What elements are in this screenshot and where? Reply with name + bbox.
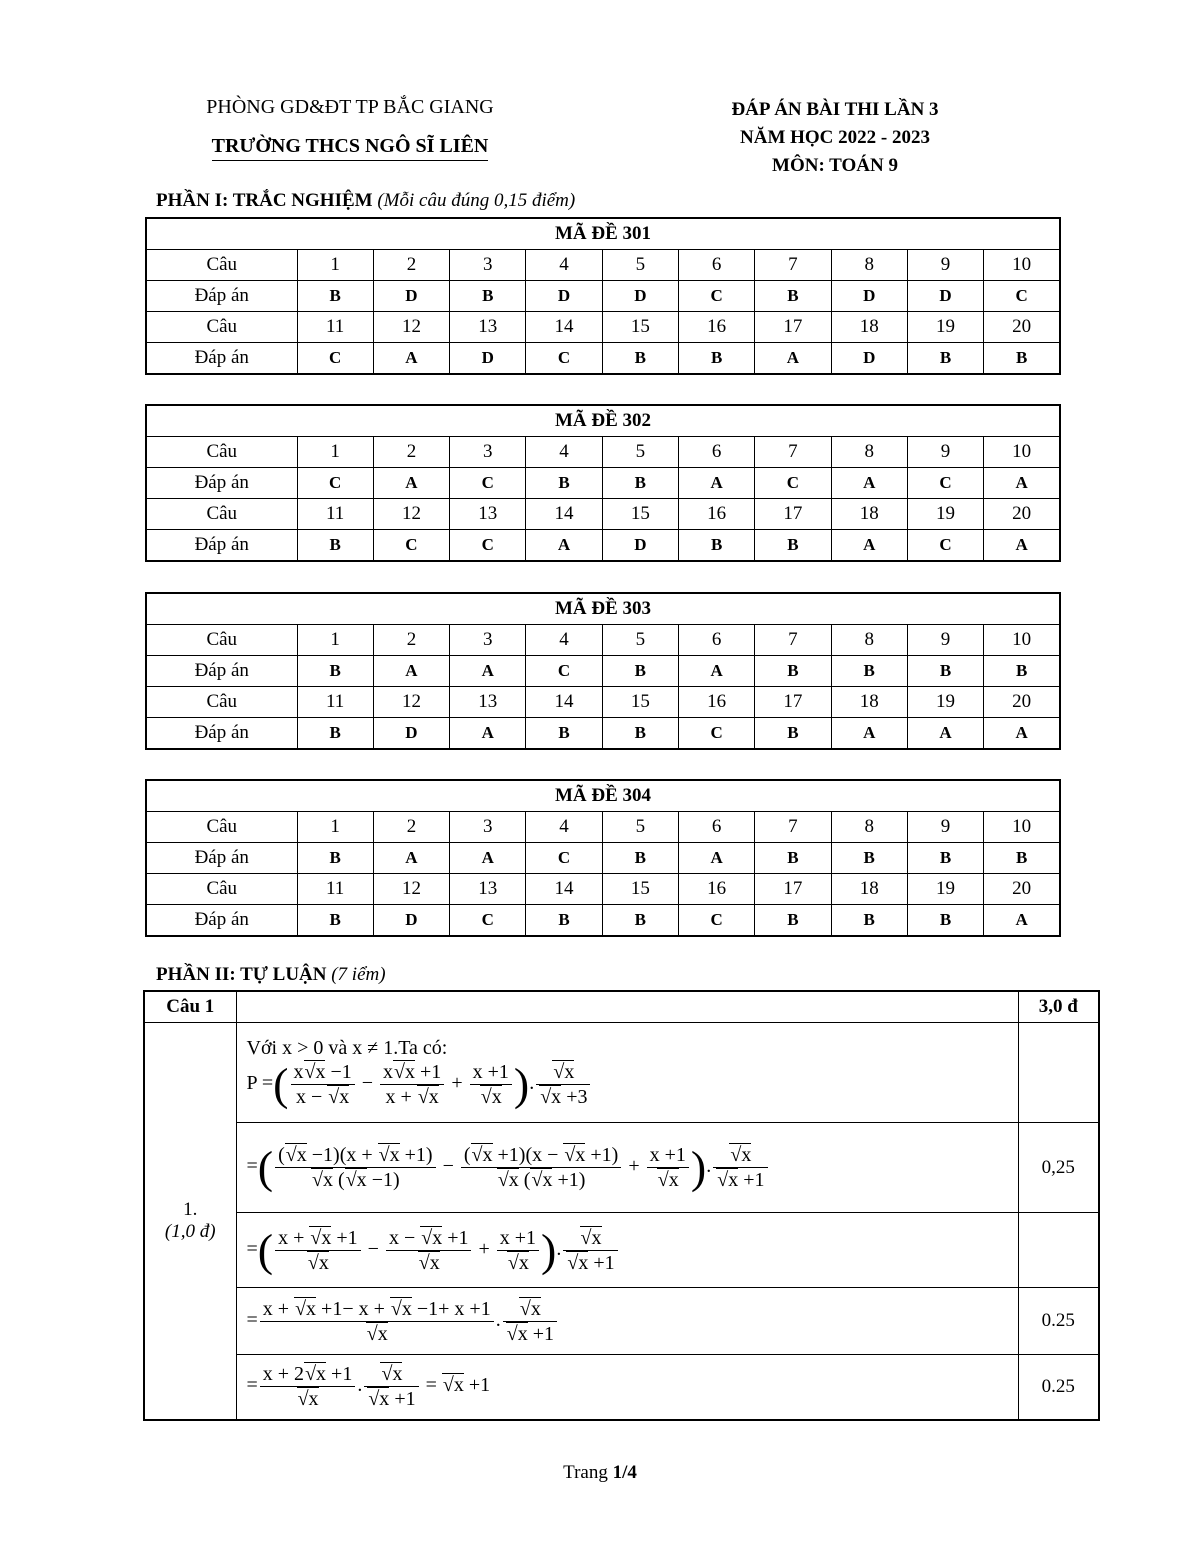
answer-cell: B — [984, 843, 1060, 874]
question-number: 3 — [450, 625, 526, 656]
answer-cell: B — [526, 468, 602, 499]
question-number: 10 — [984, 812, 1060, 843]
page-number: 1/4 — [612, 1462, 637, 1483]
answer-cell: C — [526, 343, 602, 375]
question-number: 11 — [297, 874, 373, 905]
question-number: 1 — [297, 812, 373, 843]
question-row — [146, 625, 1060, 656]
question-number: 13 — [450, 687, 526, 718]
answer-table-302 — [145, 404, 1061, 562]
essay-item-cell — [144, 1023, 236, 1420]
answer-cell: B — [450, 281, 526, 312]
question-number: 7 — [755, 625, 831, 656]
essay-total-points: 3,0 đ — [1018, 991, 1099, 1023]
row-label: Đáp án — [146, 843, 297, 874]
row-label: Đáp án — [146, 656, 297, 687]
question-number: 6 — [678, 250, 754, 281]
answer-cell: D — [373, 718, 449, 750]
answer-cell: B — [297, 843, 373, 874]
question-number: 19 — [907, 312, 983, 343]
question-number: 14 — [526, 687, 602, 718]
row-label: Đáp án — [146, 530, 297, 562]
answer-cell: A — [373, 468, 449, 499]
question-number: 9 — [907, 812, 983, 843]
question-number: 15 — [602, 312, 678, 343]
question-number: 10 — [984, 437, 1060, 468]
row-label: Câu — [146, 312, 297, 343]
question-number: 5 — [602, 812, 678, 843]
question-number: 13 — [450, 874, 526, 905]
answer-cell: C — [526, 843, 602, 874]
question-row — [146, 312, 1060, 343]
department-name: PHÒNG GD&ĐT TP BẮC GIANG — [206, 96, 494, 118]
row-label: Câu — [146, 687, 297, 718]
row-label: Đáp án — [146, 718, 297, 750]
answer-cell: A — [450, 718, 526, 750]
answer-row — [146, 656, 1060, 687]
row-label: Đáp án — [146, 468, 297, 499]
answer-cell: B — [602, 343, 678, 375]
row-label: Đáp án — [146, 281, 297, 312]
answer-cell: C — [678, 905, 754, 937]
question-number: 10 — [984, 625, 1060, 656]
question-number: 5 — [602, 250, 678, 281]
question-number: 17 — [755, 312, 831, 343]
question-number: 20 — [984, 687, 1060, 718]
answer-cell: A — [450, 843, 526, 874]
question-number: 7 — [755, 812, 831, 843]
answer-cell: C — [373, 530, 449, 562]
answer-cell: D — [373, 905, 449, 937]
page-footer: Trang 1/4 — [563, 1462, 637, 1483]
answer-cell: D — [373, 281, 449, 312]
answer-cell: A — [678, 656, 754, 687]
header-right — [680, 96, 990, 180]
question-number: 15 — [602, 874, 678, 905]
question-number: 6 — [678, 812, 754, 843]
row-label: Câu — [146, 250, 297, 281]
question-number: 4 — [526, 812, 602, 843]
answer-row — [146, 905, 1060, 937]
answer-cell: C — [297, 343, 373, 375]
answer-row — [146, 343, 1060, 375]
answer-table-301 — [145, 217, 1061, 375]
step-1: Với x > 0 và x ≠ 1.Ta có: P =( $\frac{x√x -1}{x - √x}$ − $\frac{x√x +1}{x + √x}$ + $\frac{x +1}{√x}$ ). $\frac{√x}{√x +3}$ — [236, 1023, 1018, 1123]
subject: MÔN: TOÁN 9 — [772, 155, 898, 176]
answer-cell: A — [831, 718, 907, 750]
question-number: 9 — [907, 437, 983, 468]
question-number: 4 — [526, 250, 602, 281]
answer-cell: B — [602, 468, 678, 499]
question-number: 15 — [602, 499, 678, 530]
question-number: 1 — [297, 437, 373, 468]
answer-cell: D — [602, 281, 678, 312]
answer-cell: B — [755, 656, 831, 687]
question-number: 2 — [373, 250, 449, 281]
answer-cell: B — [755, 530, 831, 562]
question-number: 20 — [984, 874, 1060, 905]
answer-table-303 — [145, 592, 1061, 750]
answer-cell: B — [297, 656, 373, 687]
step-2: =( $\frac{(√x -1)(x + √x +1)}{√x (√x -1)}$ − $\frac{(√x +1)(x - √x +1)}{√x (√x +1)}$ + $\frac{x +1}{√x}$ ). $\frac{√x}{√x +1}$ — [236, 1123, 1018, 1213]
answer-cell: C — [297, 468, 373, 499]
question-number: 7 — [755, 250, 831, 281]
answer-cell: C — [907, 530, 983, 562]
step-2-points: 0,25 — [1018, 1123, 1099, 1213]
doc-title: ĐÁP ÁN BÀI THI LẦN 3 — [731, 99, 939, 120]
step-1-points — [1018, 1023, 1099, 1123]
question-number: 14 — [526, 312, 602, 343]
question-row — [146, 437, 1060, 468]
question-row — [146, 874, 1060, 905]
question-number: 12 — [373, 687, 449, 718]
exam-code: MÃ ĐỀ 302 — [146, 405, 1060, 437]
answer-cell: A — [755, 343, 831, 375]
answer-cell: C — [678, 281, 754, 312]
question-number: 15 — [602, 687, 678, 718]
step-5-points: 0.25 — [1018, 1355, 1099, 1420]
answer-row — [146, 530, 1060, 562]
question-number: 12 — [373, 312, 449, 343]
question-number: 16 — [678, 687, 754, 718]
answer-cell: A — [373, 843, 449, 874]
answer-cell: A — [831, 468, 907, 499]
row-label: Câu — [146, 499, 297, 530]
step-3-points — [1018, 1213, 1099, 1288]
answer-cell: B — [984, 656, 1060, 687]
answer-cell: B — [984, 343, 1060, 375]
question-number: 8 — [831, 250, 907, 281]
question-number: 1 — [297, 625, 373, 656]
question-number: 2 — [373, 625, 449, 656]
answer-cell: B — [297, 718, 373, 750]
answer-cell: B — [678, 530, 754, 562]
answer-cell: D — [831, 343, 907, 375]
question-number: 14 — [526, 874, 602, 905]
part2-note: (7 iểm) — [331, 964, 386, 985]
question-number: 4 — [526, 625, 602, 656]
answer-row — [146, 843, 1060, 874]
question-number: 17 — [755, 874, 831, 905]
answer-cell: A — [984, 468, 1060, 499]
answer-cell: A — [373, 343, 449, 375]
answer-cell: B — [831, 656, 907, 687]
question-number: 11 — [297, 687, 373, 718]
answer-cell: D — [602, 530, 678, 562]
answer-row — [146, 718, 1060, 750]
header-left — [150, 96, 550, 161]
answer-cell: C — [450, 468, 526, 499]
answer-cell: B — [602, 656, 678, 687]
essay-item-points: (1,0 đ) — [164, 1220, 216, 1242]
answer-cell: D — [450, 343, 526, 375]
question-number: 9 — [907, 625, 983, 656]
question-number: 5 — [602, 625, 678, 656]
part1-note: (Mỗi câu đúng 0,15 điểm) — [377, 190, 576, 211]
row-label: Đáp án — [146, 905, 297, 937]
answer-cell: B — [907, 343, 983, 375]
answer-cell: C — [526, 656, 602, 687]
row-label: Câu — [146, 437, 297, 468]
answer-row — [146, 281, 1060, 312]
answer-cell: B — [831, 905, 907, 937]
answer-cell: C — [755, 468, 831, 499]
question-number: 17 — [755, 499, 831, 530]
answer-cell: C — [678, 718, 754, 750]
answer-cell: A — [984, 530, 1060, 562]
row-label: Câu — [146, 625, 297, 656]
exam-code: MÃ ĐỀ 301 — [146, 218, 1060, 250]
answer-cell: B — [755, 905, 831, 937]
answer-cell: B — [602, 905, 678, 937]
answer-table-304 — [145, 779, 1061, 937]
answer-cell: B — [297, 905, 373, 937]
question-number: 18 — [831, 499, 907, 530]
answer-cell: C — [907, 468, 983, 499]
question-row — [146, 250, 1060, 281]
question-number: 12 — [373, 499, 449, 530]
question-number: 3 — [450, 437, 526, 468]
answer-cell: B — [678, 343, 754, 375]
question-number: 19 — [907, 874, 983, 905]
step-4: = $\frac{x + √x +1- x + √x -1+ x +1}{√x}$ . $\frac{√x}{√x +1}$ — [236, 1288, 1018, 1355]
answer-cell: D — [907, 281, 983, 312]
answer-cell: B — [907, 656, 983, 687]
step-4-points: 0.25 — [1018, 1288, 1099, 1355]
part2-title: PHẦN II: TỰ LUẬN (7 iểm) — [156, 964, 386, 985]
essay-table — [143, 990, 1100, 1421]
question-number: 8 — [831, 437, 907, 468]
answer-cell: A — [450, 656, 526, 687]
answer-cell: A — [984, 905, 1060, 937]
school-year: NĂM HỌC 2022 - 2023 — [740, 127, 930, 148]
answer-cell: B — [602, 843, 678, 874]
row-label: Đáp án — [146, 343, 297, 375]
step-3: =( $\frac{x + √x +1}{√x}$ − $\frac{x - √x +1}{√x}$ + $\frac{x +1}{√x}$ ). $\frac{√x}{√x +1}$ — [236, 1213, 1018, 1288]
answer-cell: B — [831, 843, 907, 874]
question-number: 14 — [526, 499, 602, 530]
question-number: 16 — [678, 874, 754, 905]
question-number: 5 — [602, 437, 678, 468]
answer-cell: A — [373, 656, 449, 687]
answer-cell: D — [831, 281, 907, 312]
question-number: 16 — [678, 312, 754, 343]
question-number: 16 — [678, 499, 754, 530]
answer-cell: B — [297, 530, 373, 562]
question-number: 13 — [450, 312, 526, 343]
question-number: 6 — [678, 437, 754, 468]
answer-cell: B — [297, 281, 373, 312]
question-number: 3 — [450, 812, 526, 843]
part1-title: PHẦN I: TRẮC NGHIỆM (Mỗi câu đúng 0,15 điểm) — [156, 190, 576, 211]
answer-cell: C — [450, 905, 526, 937]
question-number: 2 — [373, 437, 449, 468]
answer-cell: D — [526, 281, 602, 312]
school-name: TRƯỜNG THCS NGÔ SĨ LIÊN — [212, 135, 489, 161]
answer-cell: B — [755, 718, 831, 750]
essay-item-number: 1. — [183, 1198, 198, 1220]
answer-cell: A — [526, 530, 602, 562]
question-number: 2 — [373, 812, 449, 843]
answer-cell: A — [831, 530, 907, 562]
exam-code: MÃ ĐỀ 304 — [146, 780, 1060, 812]
question-row — [146, 812, 1060, 843]
question-number: 17 — [755, 687, 831, 718]
question-number: 8 — [831, 812, 907, 843]
question-row — [146, 499, 1060, 530]
question-number: 6 — [678, 625, 754, 656]
question-number: 3 — [450, 250, 526, 281]
answer-row — [146, 468, 1060, 499]
question-number: 7 — [755, 437, 831, 468]
row-label: Câu — [146, 874, 297, 905]
answer-cell: A — [984, 718, 1060, 750]
question-number: 9 — [907, 250, 983, 281]
question-number: 20 — [984, 499, 1060, 530]
answer-cell: B — [526, 905, 602, 937]
exam-code: MÃ ĐỀ 303 — [146, 593, 1060, 625]
question-number: 10 — [984, 250, 1060, 281]
row-label: Câu — [146, 812, 297, 843]
answer-cell: C — [984, 281, 1060, 312]
question-number: 11 — [297, 312, 373, 343]
answer-cell: B — [526, 718, 602, 750]
condition-text: Với x > 0 và x ≠ 1.Ta có: — [246, 1036, 448, 1059]
essay-question-label: Câu 1 — [144, 991, 236, 1023]
question-number: 20 — [984, 312, 1060, 343]
question-number: 18 — [831, 312, 907, 343]
answer-cell: B — [755, 281, 831, 312]
answer-cell: A — [678, 843, 754, 874]
answer-cell: A — [678, 468, 754, 499]
question-number: 19 — [907, 499, 983, 530]
question-number: 4 — [526, 437, 602, 468]
question-number: 13 — [450, 499, 526, 530]
question-row — [146, 687, 1060, 718]
question-number: 12 — [373, 874, 449, 905]
answer-cell: B — [907, 843, 983, 874]
answer-cell: B — [602, 718, 678, 750]
answer-cell: A — [907, 718, 983, 750]
question-number: 19 — [907, 687, 983, 718]
question-number: 18 — [831, 874, 907, 905]
question-number: 18 — [831, 687, 907, 718]
answer-cell: C — [450, 530, 526, 562]
question-number: 11 — [297, 499, 373, 530]
answer-cell: B — [907, 905, 983, 937]
answer-cell: B — [755, 843, 831, 874]
question-number: 8 — [831, 625, 907, 656]
question-number: 1 — [297, 250, 373, 281]
step-5: = $\frac{x + 2√x +1}{√x}$ . $\frac{√x}{√x +1}$ = √x +1 — [236, 1355, 1018, 1420]
